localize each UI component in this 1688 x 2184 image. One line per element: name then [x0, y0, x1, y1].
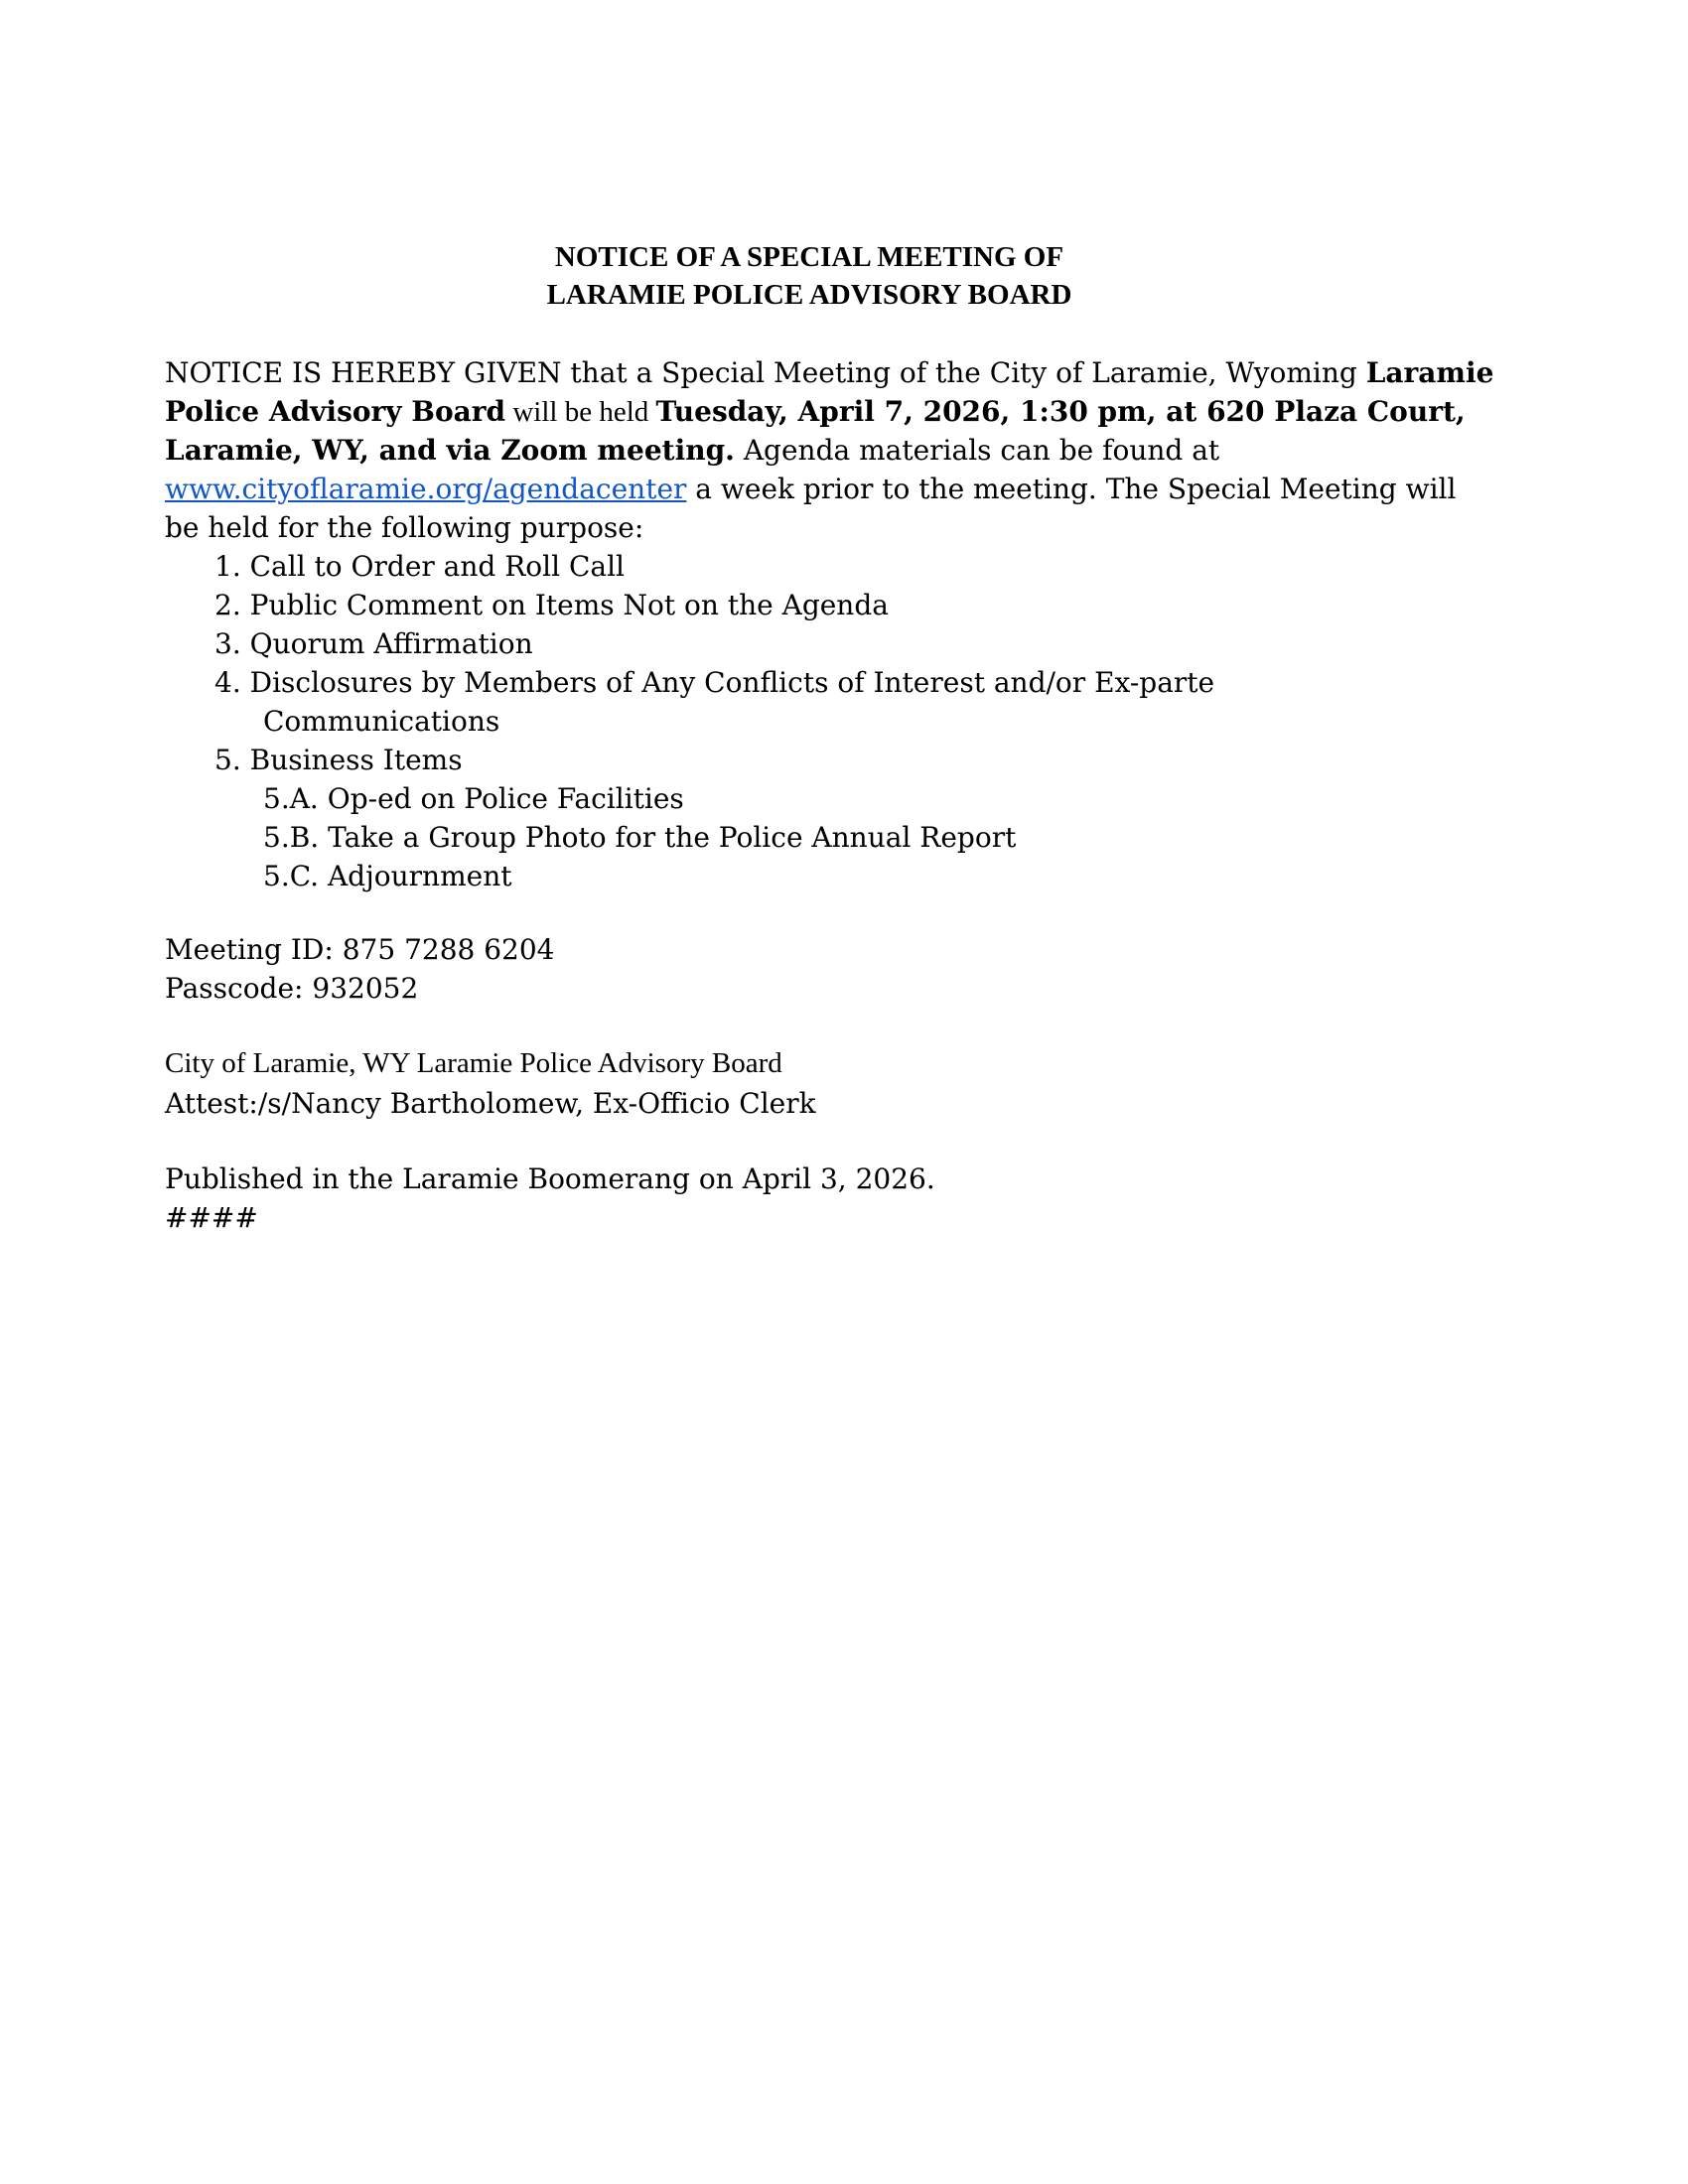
agenda-subitem-5c: 5.C. Adjournment	[263, 860, 512, 892]
intro-line-1	[165, 353, 1494, 392]
intro-text: Agenda materials can be found at	[734, 434, 1220, 467]
notice-title-line-2: LARAMIE POLICE ADVISORY BOARD	[546, 279, 1072, 311]
agenda-item-3: 3. Quorum Affirmation	[214, 627, 533, 660]
intro-line-2	[165, 392, 1485, 431]
end-mark: ####	[165, 1201, 258, 1234]
intro-text: NOTICE IS HEREBY GIVEN that a Special Meeting of the City of Laramie, Wyoming	[165, 356, 1366, 389]
agenda-item-2: 2. Public Comment on Items Not on the Agenda	[214, 589, 889, 621]
notice-intro-paragraph	[165, 353, 1494, 547]
intro-line-5: be held for the following purpose:	[165, 511, 644, 544]
meeting-location-bold: Laramie, WY, and via Zoom meeting.	[165, 434, 735, 467]
signature-board-name: City of Laramie, WY Laramie Police Advisory Board	[165, 1047, 782, 1079]
agenda-center-link[interactable]: www.cityoflaramie.org/agendacenter	[165, 473, 687, 505]
agenda-item-1: 1. Call to Order and Roll Call	[214, 550, 625, 583]
intro-text: will be held	[505, 396, 656, 428]
published-line: Published in the Laramie Boomerang on April 3, 2026.	[165, 1162, 935, 1195]
zoom-meeting-details	[165, 930, 1485, 1008]
meeting-date-bold: Tuesday, April 7, 2026, 1:30 pm, at 620 Plaza Court,	[655, 395, 1466, 428]
intro-line-4	[165, 470, 1485, 508]
intro-text: a week prior to the meeting. The Special Meeting will	[686, 473, 1457, 505]
agenda-item-5: 5. Business Items	[214, 744, 463, 776]
agenda-subitem-5a: 5.A. Op-ed on Police Facilities	[263, 782, 684, 815]
board-name-bold-cont: Police Advisory Board	[165, 395, 506, 428]
meeting-passcode: Passcode: 932052	[165, 972, 419, 1005]
notice-title-line-1: NOTICE OF A SPECIAL MEETING OF	[554, 241, 1064, 273]
signature-attest: Attest:/s/Nancy Bartholomew, Ex-Officio Clerk	[165, 1087, 816, 1120]
intro-line-3	[165, 431, 1485, 470]
board-name-bold: Laramie	[1365, 356, 1494, 389]
agenda-subitem-5b: 5.B. Take a Group Photo for the Police Annual Report	[263, 821, 1017, 854]
signature-block	[165, 1044, 1485, 1123]
agenda-item-4-continued: Communications	[263, 705, 500, 738]
meeting-id: Meeting ID: 875 7288 6204	[165, 933, 555, 966]
agenda-list	[165, 547, 1214, 895]
agenda-item-4: 4. Disclosures by Members of Any Conflicts of Interest and/or Ex-parte	[214, 666, 1215, 699]
publication-notice	[165, 1160, 1485, 1237]
